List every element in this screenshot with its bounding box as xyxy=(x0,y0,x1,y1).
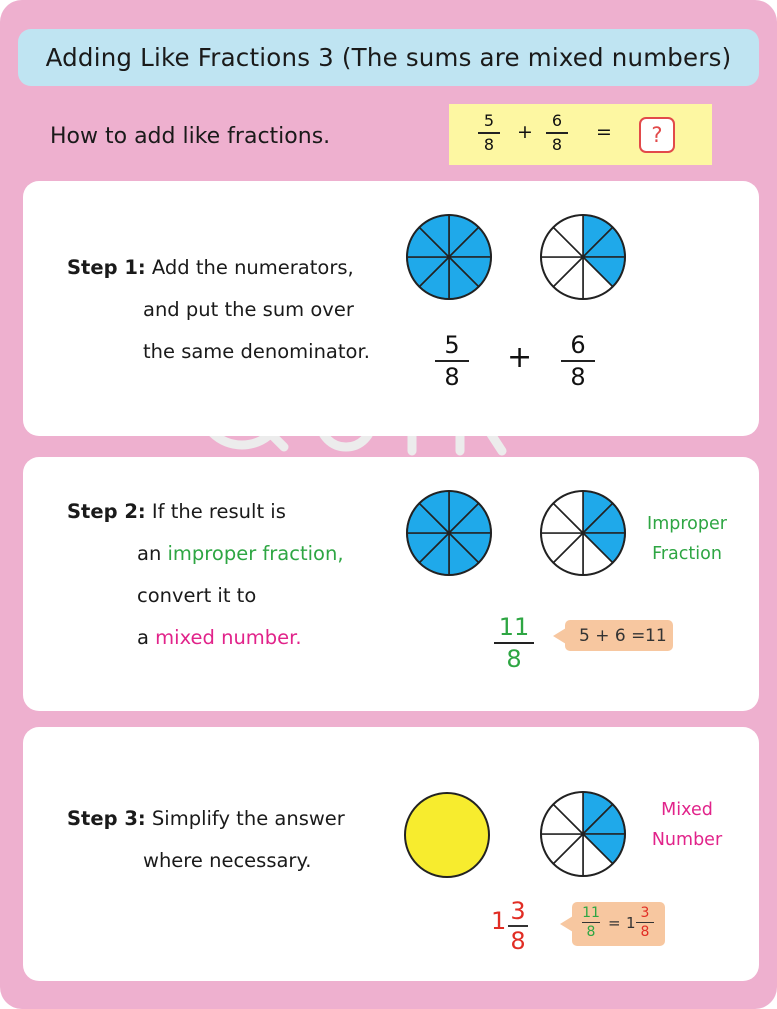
answer-whole-number: 1 xyxy=(491,907,507,935)
step-3-pie-partial xyxy=(539,790,627,878)
step-1-fraction-1: 5 8 xyxy=(435,333,469,389)
improper-fraction-label: Improper Fraction xyxy=(647,514,727,564)
step-1-label: Step 1: xyxy=(67,256,146,279)
equation-fraction-1: 5 8 xyxy=(478,113,500,153)
step-3-line-2: where necessary. xyxy=(143,849,312,872)
equation-plus: + xyxy=(517,121,533,143)
step-1-card xyxy=(23,181,759,436)
step-2-result-fraction: 11 8 xyxy=(494,615,534,671)
step-1-plus: + xyxy=(507,340,533,375)
step-1-fraction-2: 6 8 xyxy=(561,333,595,389)
step-2-label: Step 2: xyxy=(67,500,146,523)
subtitle: How to add like fractions. xyxy=(50,124,331,149)
page-title: Adding Like Fractions 3 (The sums are mixed numbers) xyxy=(45,43,732,72)
step-2-pie-partial xyxy=(539,489,627,577)
step-3-label: Step 3: xyxy=(67,807,146,830)
step-2-card xyxy=(23,457,759,711)
step-2-sum-callout: 5 + 6 = 11 xyxy=(565,620,673,651)
step-3-line-1: Step 3: Simplify the answer xyxy=(67,807,345,830)
mixed-number-label: Mixed Number xyxy=(651,800,723,850)
step-2-line-2: an improper fraction, xyxy=(137,542,344,565)
step-1-line-1: Step 1: Add the numerators, xyxy=(67,256,354,279)
step-1-pie-full xyxy=(405,213,493,301)
improper-fraction-term: improper fraction, xyxy=(167,542,344,565)
step-2-line-1: Step 2: If the result is xyxy=(67,500,286,523)
equation-fraction-2: 6 8 xyxy=(546,113,568,153)
step-2-line-3: convert it to xyxy=(137,584,257,607)
callout-improper-fraction: 11 8 xyxy=(582,905,600,941)
answer-fraction: 3 8 xyxy=(508,899,528,953)
step-2-line-4: a mixed number. xyxy=(137,626,302,649)
question-mark: ? xyxy=(651,122,663,147)
step-1-line-3: the same denominator. xyxy=(143,340,370,363)
title-bar xyxy=(18,29,759,86)
callout-mixed-fraction: 3 8 xyxy=(636,906,654,939)
equation-equals: = xyxy=(596,121,612,143)
mixed-number-term: mixed number. xyxy=(155,626,302,649)
unknown-answer-box xyxy=(639,117,675,153)
step-3-simplify-callout: 11 8 = 1 3 8 xyxy=(572,902,665,946)
step-1-line-2: and put the sum over xyxy=(143,298,354,321)
step-1-pie-partial xyxy=(539,213,627,301)
step-2-pie-full xyxy=(405,489,493,577)
step-3-whole-circle xyxy=(403,791,491,879)
